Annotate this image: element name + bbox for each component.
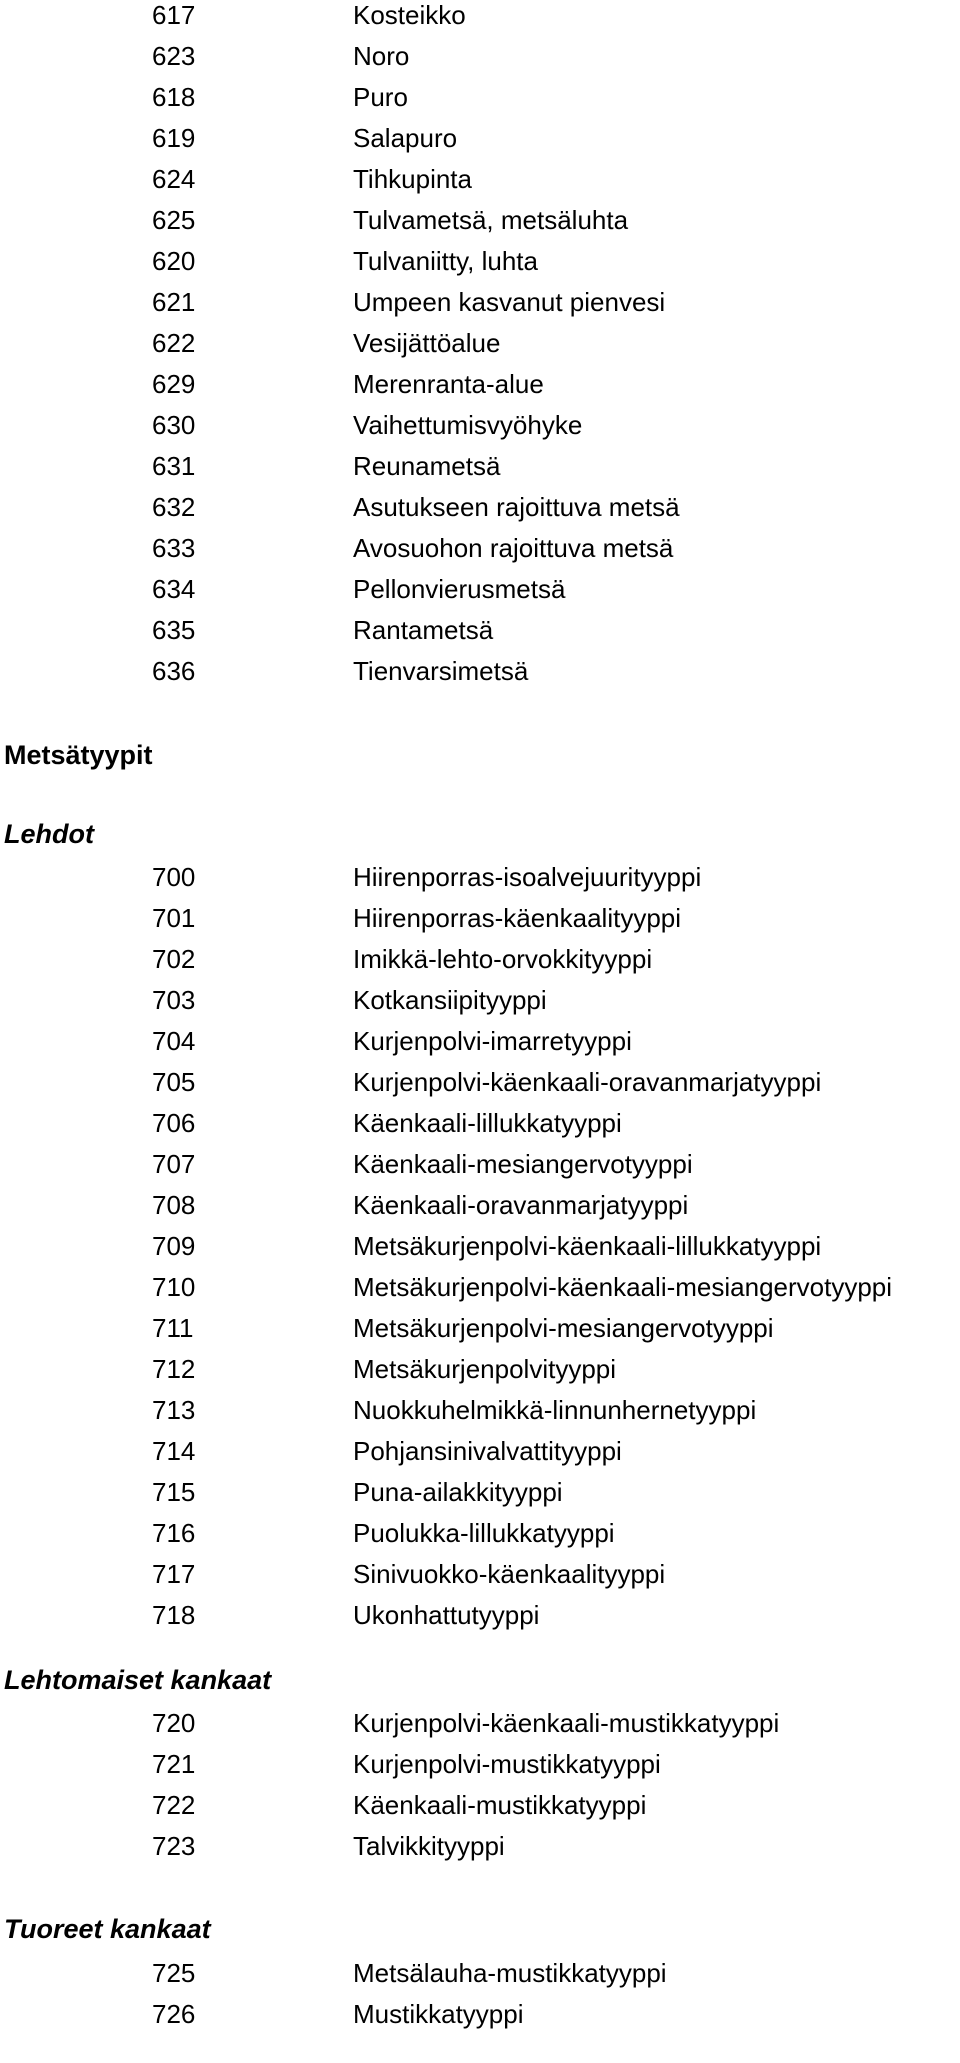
item-name: Kurjenpolvi-imarretyyppi xyxy=(353,1026,632,1056)
item-code: 702 xyxy=(152,944,196,974)
item-code: 631 xyxy=(152,451,196,481)
item-code: 713 xyxy=(152,1395,196,1425)
item-name: Rantametsä xyxy=(353,615,494,645)
item-name: Käenkaali-mustikkatyyppi xyxy=(353,1790,647,1820)
item-code: 708 xyxy=(152,1190,196,1220)
item-name: Metsäkurjenpolvityyppi xyxy=(353,1354,617,1384)
item-name: Puolukka-lillukkatyyppi xyxy=(353,1518,615,1548)
item-name: Puna-ailakkityyppi xyxy=(353,1477,563,1507)
item-code: 703 xyxy=(152,985,196,1015)
item-name: Metsäkurjenpolvi-käenkaali-lillukkatyyppi xyxy=(353,1231,822,1261)
item-code: 710 xyxy=(152,1272,196,1302)
item-code: 630 xyxy=(152,410,196,440)
item-code: 617 xyxy=(152,0,196,30)
item-name: Kurjenpolvi-käenkaali-mustikkatyyppi xyxy=(353,1708,780,1738)
item-name: Noro xyxy=(353,41,410,71)
item-name: Tihkupinta xyxy=(353,164,472,194)
item-code: 720 xyxy=(152,1708,196,1738)
item-name: Sinivuokko-käenkaalityyppi xyxy=(353,1559,666,1589)
item-name: Tulvaniitty, luhta xyxy=(353,246,538,276)
item-code: 632 xyxy=(152,492,196,522)
item-code: 633 xyxy=(152,533,196,563)
item-code: 711 xyxy=(152,1313,194,1343)
item-code: 622 xyxy=(152,328,196,358)
item-name: Vesijättöalue xyxy=(353,328,501,358)
item-code: 620 xyxy=(152,246,196,276)
item-code: 718 xyxy=(152,1600,196,1630)
item-name: Hiirenporras-isoalvejuurityyppi xyxy=(353,862,702,892)
item-code: 717 xyxy=(152,1559,196,1589)
item-name: Mustikkatyyppi xyxy=(353,1999,524,2029)
item-code: 712 xyxy=(152,1354,196,1384)
item-code: 722 xyxy=(152,1790,196,1820)
item-code: 709 xyxy=(152,1231,196,1261)
item-code: 725 xyxy=(152,1958,196,1988)
item-code: 618 xyxy=(152,82,196,112)
item-code: 635 xyxy=(152,615,196,645)
item-name: Metsälauha-mustikkatyyppi xyxy=(353,1958,667,1988)
item-code: 706 xyxy=(152,1108,196,1138)
item-name: Reunametsä xyxy=(353,451,501,481)
item-name: Umpeen kasvanut pienvesi xyxy=(353,287,666,317)
item-name: Pellonvierusmetsä xyxy=(353,574,566,604)
item-name: Puro xyxy=(353,82,408,112)
item-name: Tienvarsimetsä xyxy=(353,656,529,686)
item-code: 704 xyxy=(152,1026,196,1056)
item-name: Avosuohon rajoittuva metsä xyxy=(353,533,674,563)
item-name: Merenranta-alue xyxy=(353,369,544,399)
section-heading-metsatyypit: Metsätyypit xyxy=(4,740,153,770)
subsection-heading-tuoreet-kankaat: Tuoreet kankaat xyxy=(4,1914,211,1944)
item-code: 629 xyxy=(152,369,196,399)
item-code: 700 xyxy=(152,862,196,892)
item-code: 619 xyxy=(152,123,196,153)
item-code: 726 xyxy=(152,1999,196,2029)
item-code: 623 xyxy=(152,41,196,71)
item-code: 621 xyxy=(152,287,196,317)
item-code: 701 xyxy=(152,903,196,933)
item-code: 723 xyxy=(152,1831,196,1861)
item-name: Talvikkityyppi xyxy=(353,1831,505,1861)
item-name: Käenkaali-mesiangervotyyppi xyxy=(353,1149,693,1179)
item-code: 634 xyxy=(152,574,196,604)
item-name: Pohjansinivalvattityyppi xyxy=(353,1436,622,1466)
item-code: 715 xyxy=(152,1477,196,1507)
item-code: 705 xyxy=(152,1067,196,1097)
item-name: Tulvametsä, metsäluhta xyxy=(353,205,629,235)
item-code: 714 xyxy=(152,1436,196,1466)
item-name: Nuokkuhelmikkä-linnunhernetyyppi xyxy=(353,1395,757,1425)
item-code: 707 xyxy=(152,1149,196,1179)
item-name: Imikkä-lehto-orvokkityyppi xyxy=(353,944,653,974)
item-name: Käenkaali-oravanmarjatyyppi xyxy=(353,1190,689,1220)
item-name: Ukonhattutyyppi xyxy=(353,1600,540,1630)
item-code: 636 xyxy=(152,656,196,686)
item-name: Kosteikko xyxy=(353,0,466,30)
item-name: Kurjenpolvi-mustikkatyyppi xyxy=(353,1749,661,1779)
item-name: Kotkansiipityyppi xyxy=(353,985,547,1015)
item-name: Vaihettumisvyöhyke xyxy=(353,410,583,440)
subsection-heading-lehtomaiset-kankaat: Lehtomaiset kankaat xyxy=(4,1665,272,1695)
item-name: Metsäkurjenpolvi-mesiangervotyyppi xyxy=(353,1313,774,1343)
item-code: 625 xyxy=(152,205,196,235)
item-name: Käenkaali-lillukkatyyppi xyxy=(353,1108,622,1138)
subsection-heading-lehdot: Lehdot xyxy=(4,819,94,849)
item-name: Metsäkurjenpolvi-käenkaali-mesiangervotyyppi xyxy=(353,1272,893,1302)
item-name: Asutukseen rajoittuva metsä xyxy=(353,492,680,522)
item-code: 716 xyxy=(152,1518,196,1548)
item-name: Hiirenporras-käenkaalityyppi xyxy=(353,903,682,933)
item-name: Salapuro xyxy=(353,123,458,153)
item-name: Kurjenpolvi-käenkaali-oravanmarjatyyppi xyxy=(353,1067,822,1097)
item-code: 721 xyxy=(152,1749,196,1779)
item-code: 624 xyxy=(152,164,196,194)
